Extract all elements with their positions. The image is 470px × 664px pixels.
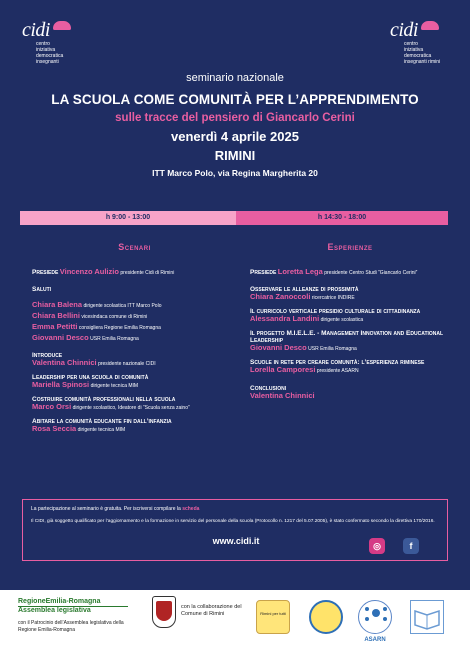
event-city: RIMINI — [214, 148, 256, 163]
president-label: Presiede — [32, 269, 59, 276]
talk-title: Osservare le alleanze di prossimità — [250, 286, 359, 293]
event-venue: ITT Marco Polo, via Regina Margherita 20 — [152, 168, 318, 178]
speaker-name: Valentina Chinnici — [32, 358, 97, 367]
logo-sub: democratica — [404, 53, 432, 59]
talk-title: Il progetto M.I.E.L.E. - Management Innovation and Educational Leadership — [250, 330, 444, 344]
cidi-logo-left — [22, 20, 102, 65]
president-name: Loretta Lega — [277, 267, 323, 276]
speaker-name: Emma Petitti — [32, 322, 78, 331]
speaker-role: dirigente scolastica ITT Marco Polo — [83, 303, 162, 309]
event-subtitle: sulle tracce del pensiero di Giancarlo Cerini — [115, 112, 355, 124]
talk-title: Costruire comunità professionali nella scuola — [32, 396, 176, 403]
speaker-role: presidente ASARN — [316, 368, 359, 374]
speaker-name: Marco Orsi — [32, 402, 72, 411]
logo-sub: insegnanti — [36, 59, 59, 65]
logo-sub: democratica — [36, 53, 64, 59]
speaker-role: vicesindaca comune di Rimini — [81, 314, 148, 320]
speaker-name: Alessandra Landini — [250, 314, 320, 323]
rimini-crest-icon — [152, 596, 176, 628]
greetings-label: Saluti — [32, 286, 52, 293]
facebook-icon[interactable]: f — [403, 538, 419, 554]
asarn-logo — [358, 600, 392, 634]
turtle-icon — [421, 21, 439, 30]
event-date: venerdì 4 aprile 2025 — [171, 129, 299, 144]
speaker-name: Chiara Zanoccoli — [250, 292, 311, 301]
cidi-wordmark: cidi — [22, 19, 50, 41]
speaker-name: Chiara Balena — [32, 300, 83, 309]
speaker-role: dirigente tecnica MIM — [90, 383, 139, 389]
scenari-column — [32, 232, 237, 434]
president-name: Vincenzo Aulizio — [59, 267, 119, 276]
patrocinio-caption: con il Patrocinio dell’Assemblea legislativa della Regione Emilia-Romagna — [18, 620, 124, 633]
logo-sub: iniziativa — [404, 47, 424, 53]
book-logo-icon — [410, 600, 444, 634]
morning-time: h 9:00 - 13:00 — [20, 211, 236, 225]
instagram-icon[interactable]: ◎ — [369, 538, 385, 554]
speaker-role: presidente nazionale CIDI — [98, 361, 156, 367]
cidi-accreditation: Il CIDI, già soggetto qualificato per l’aggiornamento e la formazione in servizio del personale della scuola (Protocollo n. 1217 del 5.07.2005), è stato confermato secondo la direttiva 170/2016. — [31, 519, 435, 524]
president-role: presidente Cidi di Rimini — [120, 270, 175, 276]
talk-title: Il curricolo verticale presidio culturale di cittadinanza — [250, 308, 421, 315]
cidi-logo-right — [390, 20, 470, 65]
speaker-name: Giovanni Desco — [32, 333, 89, 342]
regione-name: RegioneEmilia-Romagna — [18, 598, 128, 607]
cidi-wordmark: cidi — [390, 19, 418, 41]
president-label: Presiede — [250, 269, 277, 276]
afternoon-time: h 14:30 - 18:00 — [236, 211, 448, 225]
esperienze-heading: Esperienze — [327, 242, 373, 252]
turtle-icon — [53, 21, 71, 30]
conclusion-label: Conclusioni — [250, 385, 287, 392]
president-role: presidente Centro Studi “Giancarlo Cerini” — [324, 270, 418, 276]
speaker-role: dirigente tecnica MIM — [77, 427, 126, 433]
esperienze-column — [250, 232, 450, 401]
regione-logo — [18, 598, 128, 633]
schedule-bar — [20, 211, 448, 225]
logo-sub: centro — [36, 41, 50, 47]
rimini-caption: con la collaborazione del Comune di Rimini — [181, 604, 242, 617]
speaker-role: dirigente scolastico, Ideatore di “Scuola senza zaino” — [72, 405, 190, 411]
registration-link[interactable]: scheda — [182, 506, 200, 512]
event-kicker: seminario nazionale — [186, 72, 284, 84]
talk-title: Scuole in rete per creare comunità: l’esperienza riminese — [250, 359, 425, 366]
talk-title: Abitare la comunità educante fin dall’infanzia — [32, 418, 172, 425]
intro-label: Introduce — [32, 352, 63, 359]
speaker-role: consigliera Regione Emilia Romagna — [78, 325, 161, 331]
registration-note — [31, 506, 199, 512]
speaker-name: Chiara Bellini — [32, 311, 80, 320]
rimini-per-tutti-logo: Rimini per tutti — [256, 600, 290, 634]
logo-sub: insegnanti rimini — [404, 59, 441, 65]
partner-logo — [309, 600, 343, 634]
asarn-label: ASARN — [364, 637, 386, 643]
talk-title: Leadership per una scuola di comunità — [32, 374, 149, 381]
registration-text: La partecipazione al seminario è gratuita. Per iscriversi compilare la — [31, 506, 181, 512]
website-link[interactable]: www.cidi.it — [212, 536, 260, 546]
speaker-role: ricercatrice INDIRE — [311, 295, 355, 301]
scenari-heading: Scenari — [118, 242, 151, 252]
event-title: LA SCUOLA COME COMUNITÀ PER L’APPRENDIMENTO — [51, 92, 419, 107]
speaker-name: Giovanni Desco — [250, 343, 307, 352]
speaker-role: dirigente scolastica — [320, 317, 364, 323]
speaker-name: Valentina Chinnici — [250, 391, 315, 400]
assemblea-name: Assemblea legislativa — [18, 607, 91, 614]
logo-sub: centro — [404, 41, 418, 47]
info-box — [22, 499, 448, 561]
sponsor-footer — [0, 590, 470, 664]
speaker-name: Lorella Camporesi — [250, 365, 316, 374]
speaker-role: USR Emilia Romagna — [308, 346, 357, 352]
speaker-role: USR Emilia Romagna — [90, 336, 139, 342]
logo-sub: iniziativa — [36, 47, 56, 53]
speaker-name: Rosa Seccia — [32, 424, 77, 433]
speaker-name: Mariella Spinosi — [32, 380, 90, 389]
